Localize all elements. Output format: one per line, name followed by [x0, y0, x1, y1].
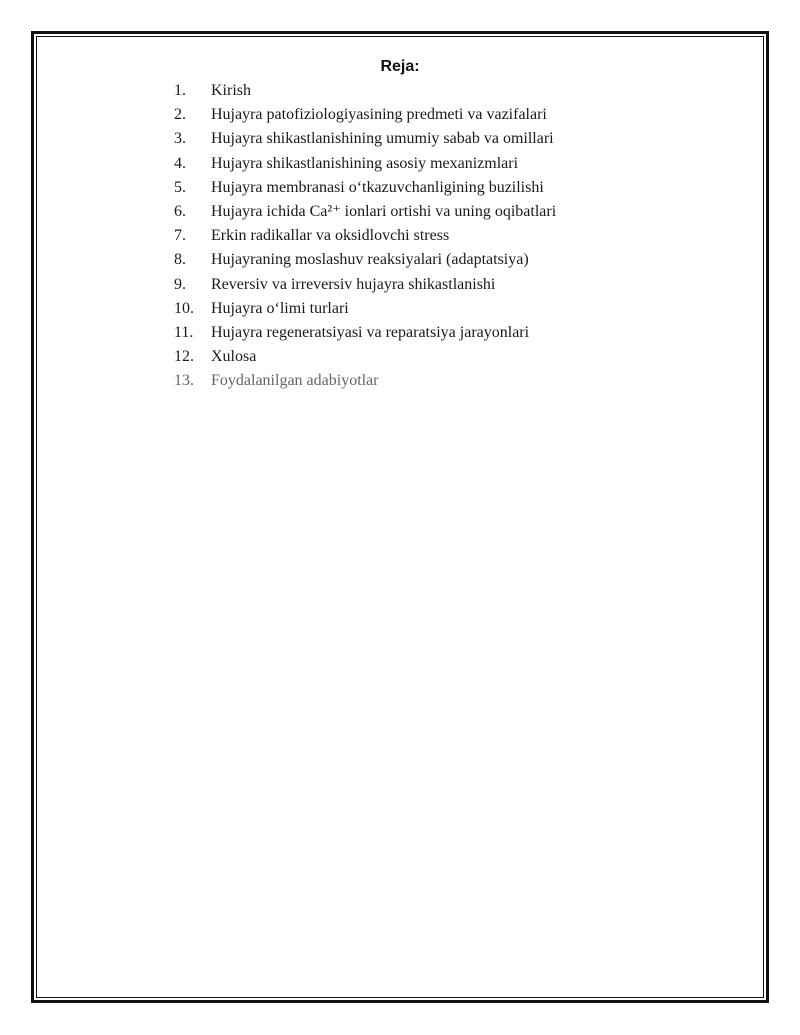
list-item: [174, 153, 556, 177]
list-item-text: Hujayra shikastlanishining umumiy sabab va omillari: [211, 130, 554, 148]
list-item-text: Hujayra regeneratsiyasi va reparatsiya jarayonlari: [211, 323, 530, 341]
list-item-number: 1.: [174, 82, 186, 99]
list-item: [174, 249, 556, 273]
list-item-number: 3.: [174, 130, 186, 148]
list-item-text: Hujayra ichida Ca²⁺ ionlari ortishi va uning oqibatlari: [211, 202, 557, 220]
list-item: [174, 370, 556, 394]
list-item-text: Hujayra o‘limi turlari: [211, 299, 349, 317]
list-item: [174, 128, 556, 152]
list-item-number: 8.: [174, 251, 186, 269]
list-item-text: Erkin radikallar va oksidlovchi stress: [211, 227, 450, 245]
list-item-number: 9.: [174, 275, 186, 293]
list-item: [174, 274, 556, 298]
list-item: [174, 225, 556, 249]
list-item-text: Xulosa: [211, 348, 257, 366]
list-item-number: 2.: [174, 106, 186, 124]
list-item-number: 13.: [174, 372, 194, 390]
list-item-text: Reversiv va irreversiv hujayra shikastlanishi: [211, 275, 496, 293]
list-item-number: 7.: [174, 227, 186, 245]
plan-list: [174, 80, 556, 394]
list-item-number: 5.: [174, 178, 186, 196]
list-item-number: 6.: [174, 202, 186, 220]
list-item: [174, 322, 556, 346]
list-item: [174, 201, 556, 225]
list-item-text: Foydalanilgan adabiyotlar: [211, 372, 379, 390]
list-item-text: Hujayra membranasi o‘tkazuvchanligining buzilishi: [211, 178, 544, 196]
list-item-number: 10.: [174, 299, 194, 317]
list-item-number: 11.: [174, 323, 194, 341]
list-item-number: 4.: [174, 154, 186, 172]
list-item: [174, 80, 556, 104]
list-item-text: Hujayra shikastlanishining asosiy mexanizmlari: [211, 154, 519, 172]
list-item: [174, 298, 556, 322]
list-item-number: 12.: [174, 348, 194, 366]
list-item-text: Hujayraning moslashuv reaksiyalari (adaptatsiya): [211, 251, 529, 269]
list-item: [174, 177, 556, 201]
page-title: Reja:: [380, 58, 420, 75]
list-item-text: Kirish: [211, 82, 251, 99]
list-item-text: Hujayra patofiziologiyasining predmeti va vazifalari: [211, 106, 547, 124]
list-item: [174, 346, 556, 370]
list-item: [174, 104, 556, 128]
